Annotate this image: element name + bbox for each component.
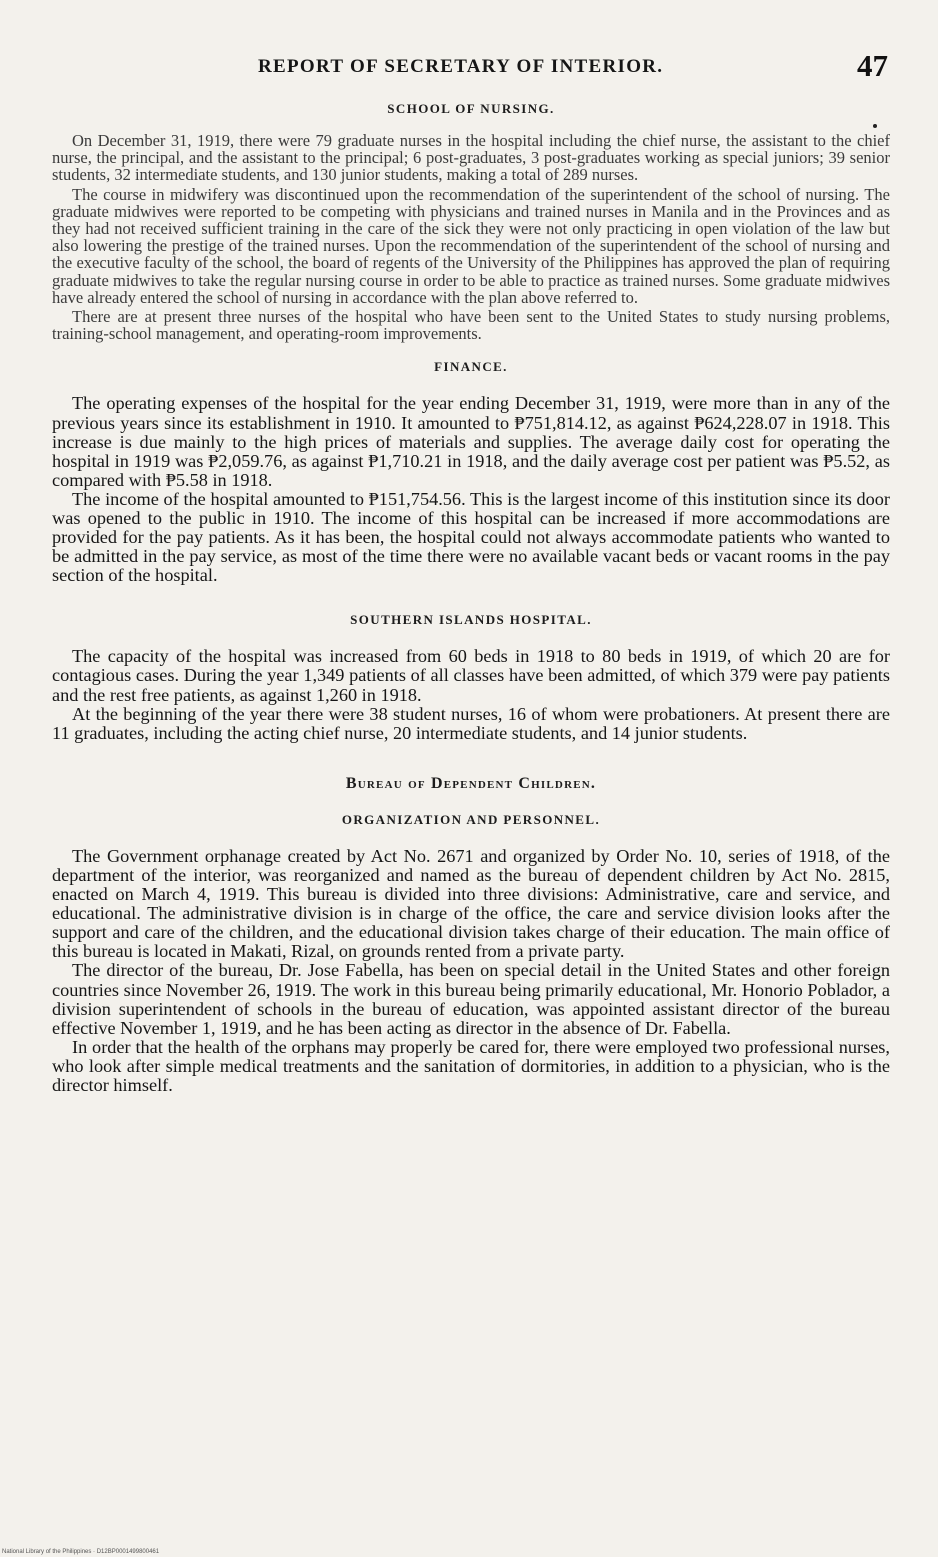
section-bureau-of-dependent-children [52,773,890,1095]
paragraph: In order that the health of the orphans may properly be cared for, there were employed two professional nurses, who look after simple medical treatments and the sanitation of dormitories, in addition to a physician, who is the director himself. [52,1036,890,1095]
paragraph: The director of the bureau, Dr. Jose Fabella, has been on special detail in the United States and other foreign countries since November 26, 1919. The work in this bureau being primarily educational, Mr. Honorio Poblador, a division superintendent of schools in the bureau of education, was appointed assistant director of the bureau effective November 1, 1919, and he has been acting as director in the absence of Dr. Fabella. [52,960,890,1038]
paragraph: On December 31, 1919, there were 79 graduate nurses in the hospital including the chief nurse, the assistant to the chief nurse, the principal, and the assistant to the principal; 6 post-graduates, 3 post-graduates working as special juniors; 39 senior students, 32 intermediate students, and 130 junior students, making a total of 289 nurses. [52,131,890,185]
section-heading: FINANCE. [434,359,508,375]
paragraph: The income of the hospital amounted to ₱151,754.56. This is the largest income of this institution since its door was opened to the public in 1910. The income of this hospital can be increased if more accommodations are provided for the pay patients. As it has been, the hospital could not always accommodate patients who wanted to be admitted in the pay service, as most of the time there were no available vacant beds or vacant rooms in the pay section of the hospital. [52,488,890,586]
section-heading: SCHOOL OF NURSING. [387,101,555,116]
section-heading: SOUTHERN ISLANDS HOSPITAL. [350,612,592,628]
section-heading: ORGANIZATION AND PERSONNEL. [341,811,601,827]
paragraph: The Government orphanage created by Act No. 2671 and organized by Order No. 10, series of 1918, of the department of the interior, was reorganized and named as the bureau of dependent children by Act No. 2815, enacted on March 4, 1919. This bureau is divided into three divisions: Administrative, care and service, and educational. The administrative division is in charge of the office, the care and service division looks after the support and care of the children, and the educational division takes charge of their education. The main office of this bureau is located in Makati, Rizal, on grounds rented from a private party. [52,845,890,962]
running-header [0,48,938,88]
running-title: REPORT OF SECRETARY OF INTERIOR. [258,56,664,77]
paragraph: At the beginning of the year there were 38 student nurses, 16 of whom were probationers. At present there are 11 graduates, including the acting chief nurse, 20 intermediate students, and 14 junior students. [52,703,890,743]
page-number: 47 [857,48,888,83]
page-body [52,100,890,1095]
section-finance [52,358,890,585]
paragraph: There are at present three nurses of the hospital who have been sent to the United States to study nursing problems, training-school management, and operating-room improvements. [52,307,890,344]
paragraph: The course in midwifery was discontinued upon the recommendation of the superintendent of the school of nursing. The graduate midwives were reported to be competing with physicians and trained nurses in Manila and in the Provinces and as they had not received sufficient training in the care of the sick they were not only practicing in open violation of the law but also lowering the prestige of the trained nurses. Upon the recommendation of the superintendent of the school of nursing and the executive faculty of the school, the board of regents of the University of the Philippines has approved the plan of requiring graduate midwives to take the regular nursing course in order to be able to practice as trained nurses. Some graduate midwives have already entered the school of nursing in accordance with the plan above referred to. [52,184,890,307]
paragraph: The capacity of the hospital was increased from 60 beds in 1918 to 80 beds in 1919, of which 20 are for contagious cases. During the year 1,349 patients of all classes have been admitted, of which 379 were pay patients and the rest free patients, as against 1,260 in 1918. [52,646,890,705]
section-southern-islands-hospital [52,611,890,742]
section-school-of-nursing [52,100,890,342]
paragraph: The operating expenses of the hospital for the year ending December 31, 1919, were more than in any of the previous years since its establishment in 1910. It amounted to ₱751,814.12, as against ₱624,228.07 in 1918. This increase is due mainly to the high prices of materials and supplies. The average daily cost for operating the hospital in 1919 was ₱2,059.76, as against ₱1,710.21 in 1918, and the daily average cost per patient was ₱5.52, as compared with ₱5.58 in 1918. [52,393,890,490]
scan-credit: National Library of the Philippines · D12BP0001499800461 [2,1549,160,1555]
chapter-heading: Bureau of Dependent Children. [345,774,597,792]
